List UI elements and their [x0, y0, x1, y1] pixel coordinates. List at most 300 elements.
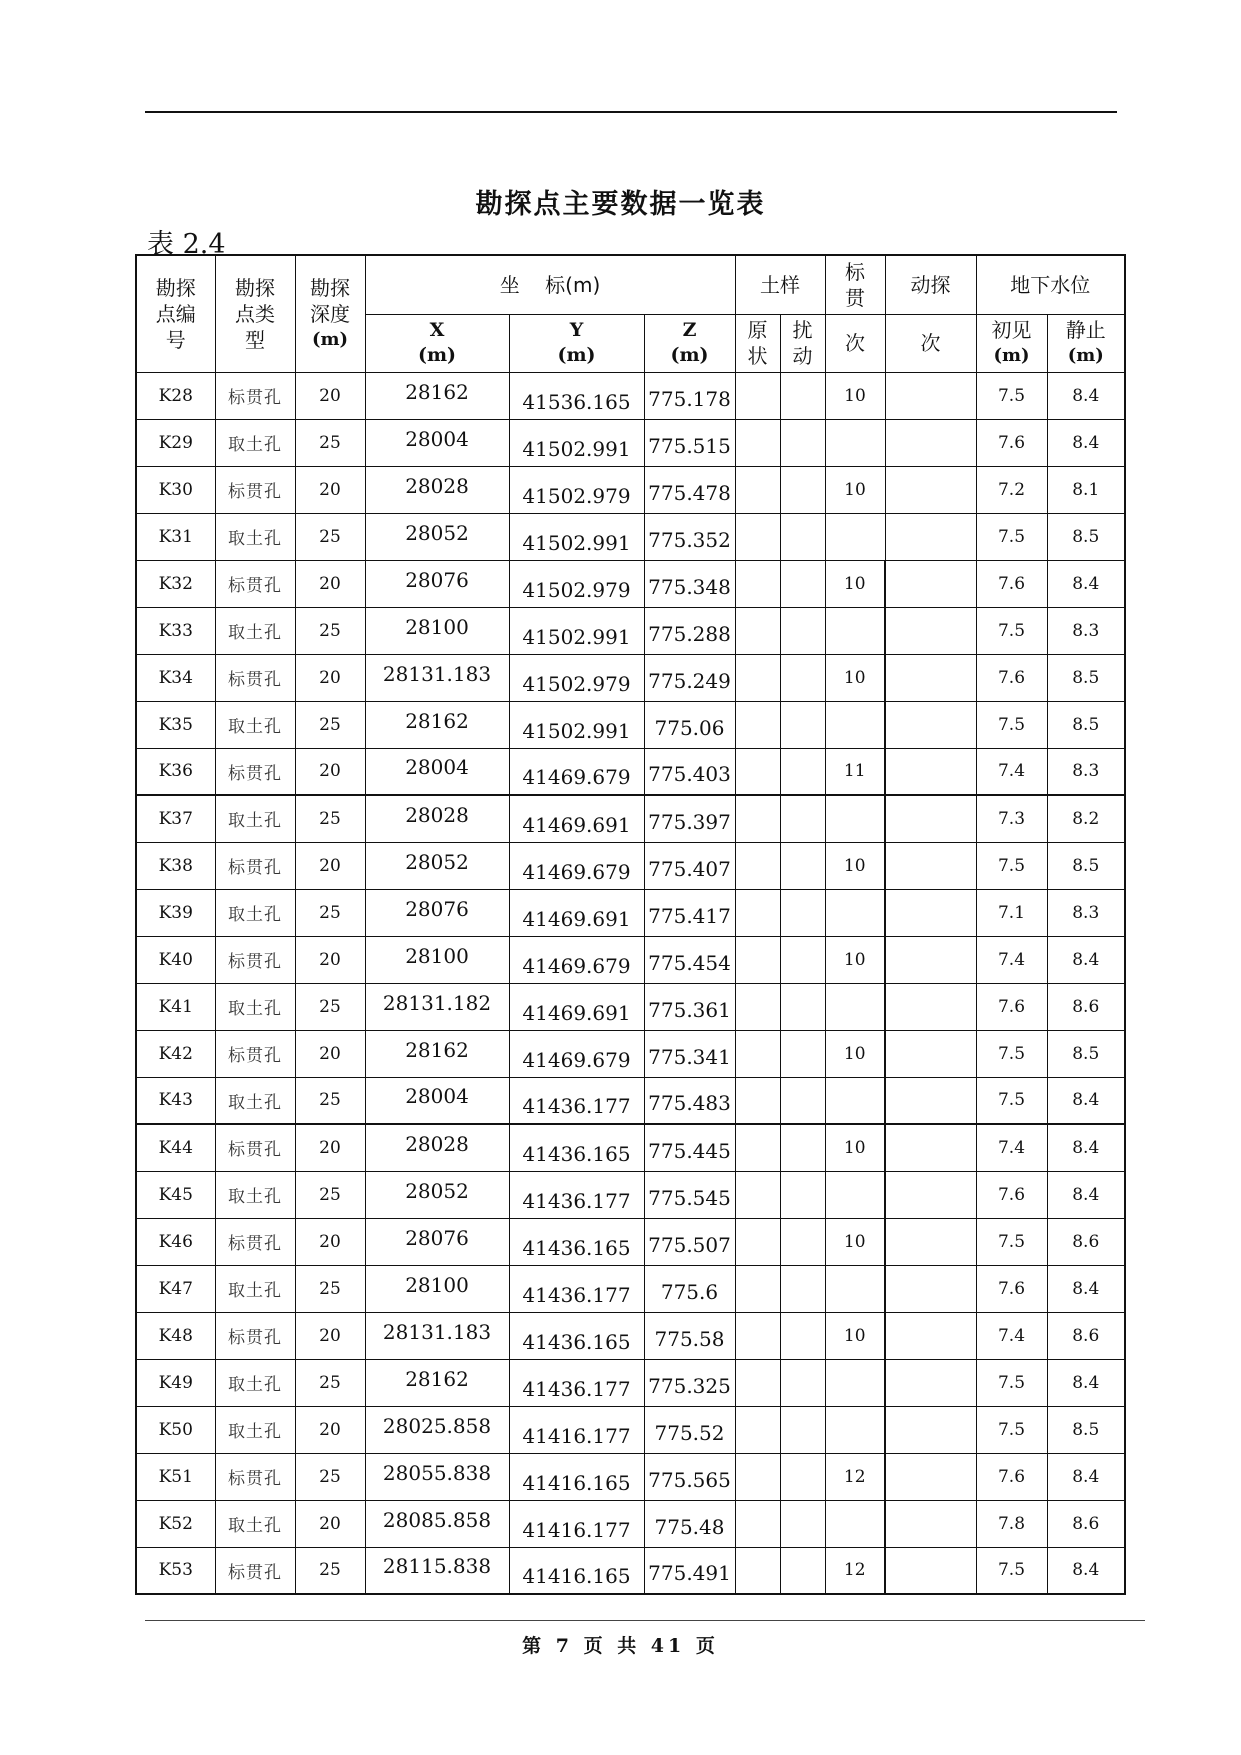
- cell-point-id: K34: [136, 654, 215, 701]
- table-row: [136, 795, 1125, 842]
- cell-z: 775.6: [644, 1265, 735, 1312]
- survey-points-table: [135, 254, 1126, 1595]
- cell-dcpt-count: [885, 513, 976, 560]
- cell-x: 28131.183: [365, 654, 509, 701]
- cell-initial-water: 7.5: [976, 842, 1047, 889]
- cell-x: 28028: [365, 795, 509, 842]
- col-header-x: X (m): [365, 314, 509, 372]
- col-header-static-water: 静止 (m): [1047, 314, 1125, 372]
- cell-dcpt-count: [885, 983, 976, 1030]
- cell-disturbed: [780, 1077, 825, 1124]
- cell-initial-water: 7.6: [976, 419, 1047, 466]
- cell-initial-water: 7.4: [976, 936, 1047, 983]
- cell-spt-count: 10: [825, 936, 885, 983]
- cell-dcpt-count: [885, 1453, 976, 1500]
- cell-point-id: K45: [136, 1171, 215, 1218]
- cell-point-type: 取土孔: [215, 1406, 295, 1453]
- cell-z: 775.348: [644, 560, 735, 607]
- cell-point-type: 取土孔: [215, 513, 295, 560]
- cell-x: 28162: [365, 1359, 509, 1406]
- cell-depth: 25: [295, 701, 365, 748]
- table-row: [136, 1547, 1125, 1594]
- cell-disturbed: [780, 1171, 825, 1218]
- cell-point-id: K47: [136, 1265, 215, 1312]
- page-footer: 第 7 页 共 41 页: [522, 1635, 719, 1657]
- cell-spt-count: [825, 1077, 885, 1124]
- cell-x: 28100: [365, 936, 509, 983]
- cell-point-id: K28: [136, 372, 215, 419]
- cell-x: 28085.858: [365, 1500, 509, 1547]
- cell-static-water: 8.3: [1047, 889, 1125, 936]
- table-row: [136, 607, 1125, 654]
- cell-y: 41436.177: [509, 1171, 644, 1218]
- cell-point-id: K52: [136, 1500, 215, 1547]
- cell-disturbed: [780, 372, 825, 419]
- cell-x: 28162: [365, 1030, 509, 1077]
- cell-point-id: K48: [136, 1312, 215, 1359]
- cell-initial-water: 7.5: [976, 1359, 1047, 1406]
- cell-initial-water: 7.5: [976, 372, 1047, 419]
- table-row: [136, 1030, 1125, 1077]
- cell-depth: 25: [295, 513, 365, 560]
- cell-y: 41436.165: [509, 1124, 644, 1171]
- cell-spt-count: [825, 513, 885, 560]
- cell-undisturbed: [735, 560, 780, 607]
- cell-disturbed: [780, 748, 825, 795]
- cell-y: 41469.679: [509, 936, 644, 983]
- table-row: [136, 1218, 1125, 1265]
- cell-x: 28052: [365, 1171, 509, 1218]
- cell-y: 41469.679: [509, 842, 644, 889]
- cell-undisturbed: [735, 1406, 780, 1453]
- cell-point-id: K41: [136, 983, 215, 1030]
- cell-point-type: 取土孔: [215, 419, 295, 466]
- cell-initial-water: 7.5: [976, 701, 1047, 748]
- header-rule: [145, 111, 1117, 113]
- cell-x: 28162: [365, 701, 509, 748]
- col-header-z: Z (m): [644, 314, 735, 372]
- cell-z: 775.483: [644, 1077, 735, 1124]
- cell-disturbed: [780, 936, 825, 983]
- cell-static-water: 8.5: [1047, 1030, 1125, 1077]
- cell-point-id: K33: [136, 607, 215, 654]
- cell-spt-count: 10: [825, 466, 885, 513]
- cell-dcpt-count: [885, 560, 976, 607]
- cell-dcpt-count: [885, 607, 976, 654]
- cell-depth: 20: [295, 936, 365, 983]
- cell-x: 28004: [365, 748, 509, 795]
- cell-static-water: 8.4: [1047, 372, 1125, 419]
- cell-undisturbed: [735, 654, 780, 701]
- cell-initial-water: 7.4: [976, 1312, 1047, 1359]
- cell-undisturbed: [735, 1124, 780, 1171]
- cell-point-id: K30: [136, 466, 215, 513]
- cell-static-water: 8.4: [1047, 1265, 1125, 1312]
- table-row: [136, 842, 1125, 889]
- cell-undisturbed: [735, 1218, 780, 1265]
- cell-initial-water: 7.5: [976, 1547, 1047, 1594]
- cell-initial-water: 7.6: [976, 983, 1047, 1030]
- cell-depth: 25: [295, 419, 365, 466]
- cell-disturbed: [780, 1218, 825, 1265]
- cell-undisturbed: [735, 607, 780, 654]
- cell-z: 775.288: [644, 607, 735, 654]
- cell-spt-count: 10: [825, 1124, 885, 1171]
- table-row: [136, 936, 1125, 983]
- cell-depth: 20: [295, 372, 365, 419]
- cell-z: 775.545: [644, 1171, 735, 1218]
- cell-static-water: 8.6: [1047, 1312, 1125, 1359]
- cell-point-id: K37: [136, 795, 215, 842]
- cell-initial-water: 7.6: [976, 1171, 1047, 1218]
- cell-initial-water: 7.6: [976, 654, 1047, 701]
- cell-point-id: K35: [136, 701, 215, 748]
- cell-depth: 20: [295, 748, 365, 795]
- cell-y: 41436.165: [509, 1218, 644, 1265]
- cell-y: 41502.991: [509, 513, 644, 560]
- col-header-coordinates: 坐 标(m): [365, 255, 735, 314]
- col-header-y: Y (m): [509, 314, 644, 372]
- cell-dcpt-count: [885, 1359, 976, 1406]
- cell-initial-water: 7.5: [976, 513, 1047, 560]
- cell-static-water: 8.3: [1047, 607, 1125, 654]
- cell-y: 41469.691: [509, 795, 644, 842]
- cell-initial-water: 7.3: [976, 795, 1047, 842]
- cell-y: 41502.979: [509, 560, 644, 607]
- cell-undisturbed: [735, 1030, 780, 1077]
- table-row: [136, 1406, 1125, 1453]
- cell-point-type: 取土孔: [215, 795, 295, 842]
- cell-static-water: 8.5: [1047, 513, 1125, 560]
- table-row: [136, 1265, 1125, 1312]
- cell-depth: 20: [295, 842, 365, 889]
- cell-z: 775.178: [644, 372, 735, 419]
- cell-z: 775.491: [644, 1547, 735, 1594]
- cell-static-water: 8.6: [1047, 1500, 1125, 1547]
- table-row: [136, 372, 1125, 419]
- cell-static-water: 8.5: [1047, 842, 1125, 889]
- cell-dcpt-count: [885, 1124, 976, 1171]
- cell-y: 41436.165: [509, 1312, 644, 1359]
- table-row: [136, 889, 1125, 936]
- footer-rule: [145, 1620, 1145, 1621]
- cell-undisturbed: [735, 701, 780, 748]
- cell-point-type: 标贯孔: [215, 1312, 295, 1359]
- cell-undisturbed: [735, 1077, 780, 1124]
- cell-y: 41502.979: [509, 654, 644, 701]
- cell-x: 28076: [365, 1218, 509, 1265]
- cell-x: 28052: [365, 842, 509, 889]
- cell-point-id: K43: [136, 1077, 215, 1124]
- cell-point-type: 标贯孔: [215, 1218, 295, 1265]
- cell-initial-water: 7.5: [976, 1218, 1047, 1265]
- cell-dcpt-count: [885, 1171, 976, 1218]
- cell-point-type: 标贯孔: [215, 372, 295, 419]
- cell-depth: 20: [295, 560, 365, 607]
- cell-y: 41502.991: [509, 701, 644, 748]
- cell-z: 775.565: [644, 1453, 735, 1500]
- table-row: [136, 1312, 1125, 1359]
- cell-initial-water: 7.4: [976, 748, 1047, 795]
- cell-spt-count: 12: [825, 1547, 885, 1594]
- cell-y: 41469.679: [509, 1030, 644, 1077]
- cell-disturbed: [780, 795, 825, 842]
- cell-x: 28162: [365, 372, 509, 419]
- cell-point-type: 取土孔: [215, 1359, 295, 1406]
- cell-y: 41502.991: [509, 607, 644, 654]
- cell-y: 41416.177: [509, 1406, 644, 1453]
- cell-x: 28028: [365, 1124, 509, 1171]
- cell-undisturbed: [735, 889, 780, 936]
- cell-dcpt-count: [885, 795, 976, 842]
- cell-z: 775.352: [644, 513, 735, 560]
- cell-disturbed: [780, 1030, 825, 1077]
- cell-disturbed: [780, 419, 825, 466]
- cell-undisturbed: [735, 1453, 780, 1500]
- cell-dcpt-count: [885, 1077, 976, 1124]
- col-header-spt-count: 次: [825, 314, 885, 372]
- cell-undisturbed: [735, 795, 780, 842]
- cell-point-type: 取土孔: [215, 983, 295, 1030]
- document-title: 勘探点主要数据一览表: [475, 189, 766, 220]
- cell-z: 775.52: [644, 1406, 735, 1453]
- cell-depth: 25: [295, 1265, 365, 1312]
- cell-point-id: K49: [136, 1359, 215, 1406]
- cell-point-type: 取土孔: [215, 1171, 295, 1218]
- cell-point-type: 标贯孔: [215, 936, 295, 983]
- cell-static-water: 8.1: [1047, 466, 1125, 513]
- table-body: [136, 372, 1125, 1594]
- cell-spt-count: [825, 419, 885, 466]
- cell-point-type: 标贯孔: [215, 748, 295, 795]
- col-header-initial-water: 初见 (m): [976, 314, 1047, 372]
- cell-spt-count: [825, 795, 885, 842]
- cell-x: 28028: [365, 466, 509, 513]
- cell-dcpt-count: [885, 748, 976, 795]
- cell-disturbed: [780, 654, 825, 701]
- table-row: [136, 748, 1125, 795]
- cell-z: 775.445: [644, 1124, 735, 1171]
- cell-x: 28131.183: [365, 1312, 509, 1359]
- cell-z: 775.397: [644, 795, 735, 842]
- cell-dcpt-count: [885, 654, 976, 701]
- cell-dcpt-count: [885, 419, 976, 466]
- cell-disturbed: [780, 983, 825, 1030]
- cell-depth: 25: [295, 889, 365, 936]
- cell-z: 775.249: [644, 654, 735, 701]
- table-row: [136, 1124, 1125, 1171]
- cell-spt-count: [825, 889, 885, 936]
- cell-static-water: 8.3: [1047, 748, 1125, 795]
- cell-undisturbed: [735, 1547, 780, 1594]
- col-header-dcpt: 动探: [885, 255, 976, 314]
- cell-static-water: 8.6: [1047, 1218, 1125, 1265]
- cell-disturbed: [780, 466, 825, 513]
- cell-depth: 25: [295, 1453, 365, 1500]
- cell-static-water: 8.4: [1047, 936, 1125, 983]
- cell-z: 775.515: [644, 419, 735, 466]
- cell-depth: 20: [295, 1312, 365, 1359]
- cell-initial-water: 7.2: [976, 466, 1047, 513]
- cell-depth: 25: [295, 607, 365, 654]
- cell-static-water: 8.5: [1047, 701, 1125, 748]
- cell-dcpt-count: [885, 1265, 976, 1312]
- cell-z: 775.454: [644, 936, 735, 983]
- cell-spt-count: [825, 1500, 885, 1547]
- cell-dcpt-count: [885, 842, 976, 889]
- cell-x: 28131.182: [365, 983, 509, 1030]
- cell-undisturbed: [735, 1265, 780, 1312]
- table-number: 表 2.4: [147, 229, 226, 260]
- cell-disturbed: [780, 1453, 825, 1500]
- cell-x: 28100: [365, 607, 509, 654]
- cell-point-type: 取土孔: [215, 701, 295, 748]
- cell-z: 775.507: [644, 1218, 735, 1265]
- cell-point-id: K36: [136, 748, 215, 795]
- cell-initial-water: 7.5: [976, 1030, 1047, 1077]
- cell-initial-water: 7.5: [976, 607, 1047, 654]
- cell-static-water: 8.4: [1047, 1547, 1125, 1594]
- cell-point-id: K39: [136, 889, 215, 936]
- cell-disturbed: [780, 842, 825, 889]
- cell-depth: 20: [295, 1030, 365, 1077]
- cell-point-id: K44: [136, 1124, 215, 1171]
- cell-y: 41536.165: [509, 372, 644, 419]
- table-row: [136, 1500, 1125, 1547]
- cell-point-type: 取土孔: [215, 1077, 295, 1124]
- cell-undisturbed: [735, 1312, 780, 1359]
- cell-depth: 25: [295, 1077, 365, 1124]
- cell-dcpt-count: [885, 1312, 976, 1359]
- cell-spt-count: 10: [825, 372, 885, 419]
- cell-y: 41469.679: [509, 748, 644, 795]
- cell-spt-count: [825, 1265, 885, 1312]
- cell-point-type: 取土孔: [215, 1500, 295, 1547]
- cell-spt-count: [825, 701, 885, 748]
- cell-y: 41469.691: [509, 889, 644, 936]
- cell-dcpt-count: [885, 701, 976, 748]
- cell-y: 41416.177: [509, 1500, 644, 1547]
- cell-depth: 25: [295, 1359, 365, 1406]
- table-row: [136, 560, 1125, 607]
- cell-point-type: 标贯孔: [215, 842, 295, 889]
- cell-undisturbed: [735, 372, 780, 419]
- col-header-point-type: 勘探点类型: [215, 255, 295, 372]
- cell-disturbed: [780, 513, 825, 560]
- cell-dcpt-count: [885, 936, 976, 983]
- cell-point-type: 取土孔: [215, 1265, 295, 1312]
- cell-x: 28052: [365, 513, 509, 560]
- table-row: [136, 1359, 1125, 1406]
- cell-initial-water: 7.5: [976, 1077, 1047, 1124]
- cell-depth: 20: [295, 1218, 365, 1265]
- cell-point-id: K50: [136, 1406, 215, 1453]
- table-row: [136, 1077, 1125, 1124]
- cell-dcpt-count: [885, 1030, 976, 1077]
- table-row: [136, 513, 1125, 560]
- cell-dcpt-count: [885, 466, 976, 513]
- cell-undisturbed: [735, 1359, 780, 1406]
- cell-z: 775.58: [644, 1312, 735, 1359]
- cell-z: 775.341: [644, 1030, 735, 1077]
- cell-z: 775.417: [644, 889, 735, 936]
- cell-disturbed: [780, 560, 825, 607]
- cell-spt-count: [825, 1171, 885, 1218]
- cell-z: 775.325: [644, 1359, 735, 1406]
- cell-spt-count: [825, 983, 885, 1030]
- cell-disturbed: [780, 1359, 825, 1406]
- cell-point-id: K53: [136, 1547, 215, 1594]
- table-row: [136, 654, 1125, 701]
- cell-z: 775.403: [644, 748, 735, 795]
- cell-z: 775.407: [644, 842, 735, 889]
- cell-undisturbed: [735, 513, 780, 560]
- cell-static-water: 8.4: [1047, 560, 1125, 607]
- cell-depth: 25: [295, 795, 365, 842]
- cell-depth: 25: [295, 983, 365, 1030]
- cell-x: 28055.838: [365, 1453, 509, 1500]
- cell-undisturbed: [735, 842, 780, 889]
- cell-z: 775.478: [644, 466, 735, 513]
- cell-y: 41469.691: [509, 983, 644, 1030]
- cell-point-type: 取土孔: [215, 607, 295, 654]
- cell-depth: 20: [295, 1406, 365, 1453]
- cell-y: 41436.177: [509, 1265, 644, 1312]
- cell-initial-water: 7.6: [976, 1265, 1047, 1312]
- cell-point-id: K51: [136, 1453, 215, 1500]
- cell-spt-count: 10: [825, 1312, 885, 1359]
- cell-undisturbed: [735, 983, 780, 1030]
- cell-static-water: 8.4: [1047, 419, 1125, 466]
- table-row: [136, 466, 1125, 513]
- cell-depth: 25: [295, 1547, 365, 1594]
- cell-point-id: K31: [136, 513, 215, 560]
- cell-static-water: 8.5: [1047, 1406, 1125, 1453]
- cell-static-water: 8.4: [1047, 1077, 1125, 1124]
- cell-dcpt-count: [885, 1500, 976, 1547]
- cell-static-water: 8.6: [1047, 983, 1125, 1030]
- cell-undisturbed: [735, 466, 780, 513]
- cell-y: 41502.979: [509, 466, 644, 513]
- col-header-spt: 标贯: [825, 255, 885, 314]
- cell-y: 41502.991: [509, 419, 644, 466]
- cell-initial-water: 7.1: [976, 889, 1047, 936]
- cell-spt-count: 10: [825, 1030, 885, 1077]
- cell-point-type: 标贯孔: [215, 654, 295, 701]
- cell-point-type: 标贯孔: [215, 1453, 295, 1500]
- cell-initial-water: 7.5: [976, 1406, 1047, 1453]
- cell-dcpt-count: [885, 1218, 976, 1265]
- cell-static-water: 8.4: [1047, 1453, 1125, 1500]
- cell-x: 28076: [365, 889, 509, 936]
- cell-dcpt-count: [885, 372, 976, 419]
- cell-spt-count: 10: [825, 842, 885, 889]
- cell-point-type: 标贯孔: [215, 466, 295, 513]
- cell-spt-count: 10: [825, 560, 885, 607]
- table-row: [136, 701, 1125, 748]
- cell-point-id: K32: [136, 560, 215, 607]
- cell-point-type: 取土孔: [215, 889, 295, 936]
- cell-depth: 20: [295, 1500, 365, 1547]
- cell-z: 775.361: [644, 983, 735, 1030]
- cell-static-water: 8.5: [1047, 654, 1125, 701]
- cell-x: 28100: [365, 1265, 509, 1312]
- cell-static-water: 8.2: [1047, 795, 1125, 842]
- cell-static-water: 8.4: [1047, 1124, 1125, 1171]
- cell-static-water: 8.4: [1047, 1359, 1125, 1406]
- table-row: [136, 1171, 1125, 1218]
- cell-point-type: 标贯孔: [215, 1124, 295, 1171]
